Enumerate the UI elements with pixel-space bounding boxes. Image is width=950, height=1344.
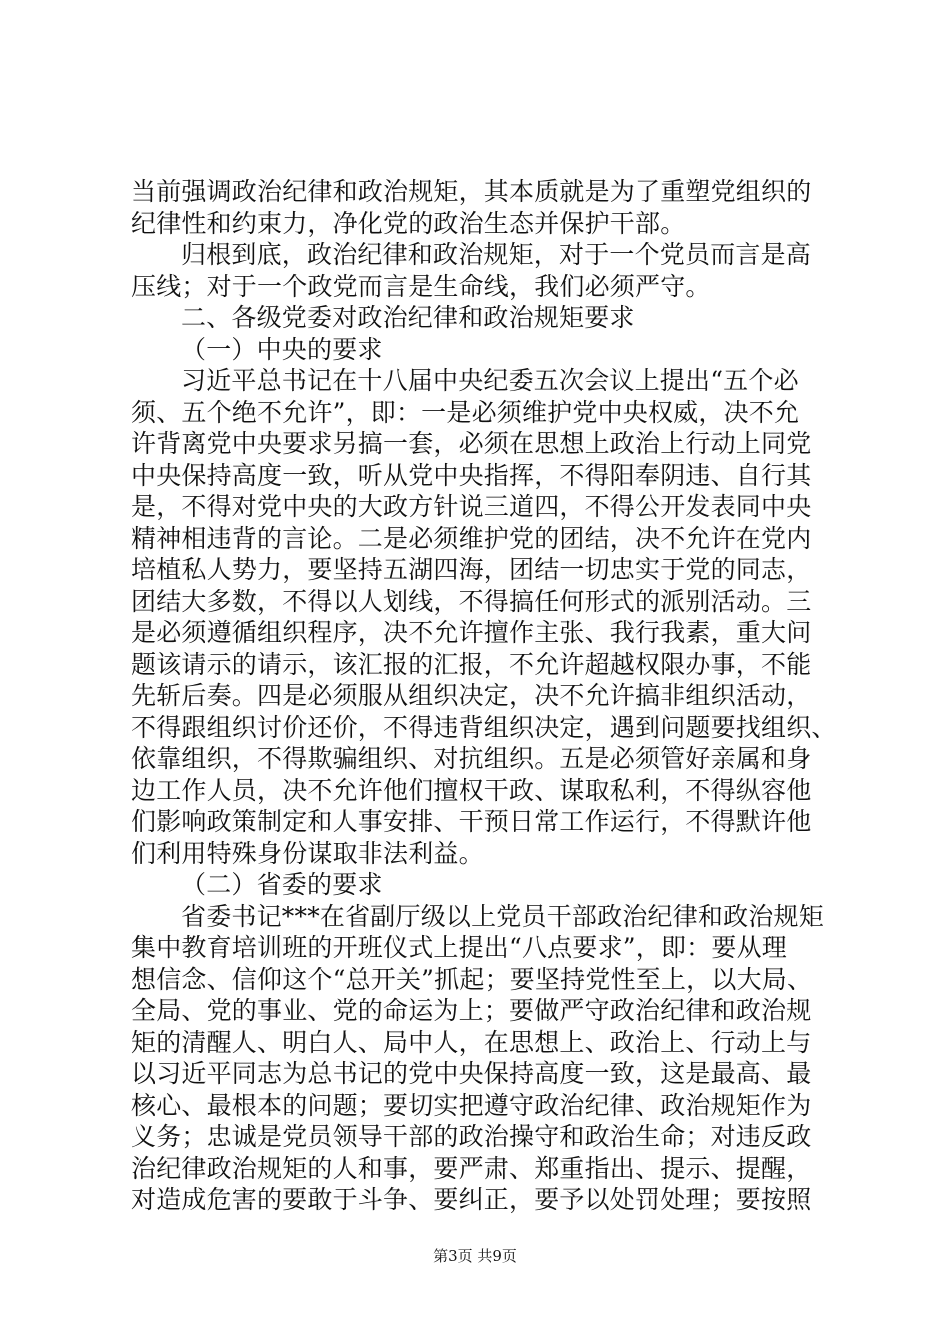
page-footer: 第3页 共9页 [433,1247,517,1265]
text-line: 全局、党的事业、党的命运为上；要做严守政治纪律和政治规 [131,996,812,1025]
text-line: 团结大多数，不得以人划线，不得搞任何形式的派别活动。三 [131,586,812,616]
text-line: 许背离党中央要求另搞一套，必须在思想上政治上行动上同党 [131,429,812,458]
document-body [131,176,837,1216]
text-line: 须、五个绝不允许”，即：一是必须维护党中央权威，决不允 [131,397,800,427]
text-line: 培植私人势力，要坚持五湖四海，团结一切忠实于党的同志， [131,555,812,584]
text-line: 省委书记***在省副厅级以上党员干部政治纪律和政治规矩 [181,901,824,931]
text-line: 想信念、信仰这个“总开关”抓起；要坚持党性至上，以大局、 [131,964,813,994]
text-line: 题该请示的请示，该汇报的汇报，不允许超越权限办事，不能 [131,649,812,679]
text-line: 们影响政策制定和人事安排、干预日常工作运行，不得默许他 [131,807,812,836]
text-line: （一）中央的要求 [181,334,383,364]
text-line: 压线；对于一个政党而言是生命线，我们必须严守。 [131,271,711,301]
text-line: 习近平总书记在十八届中央纪委五次会议上提出“五个必 [181,366,799,395]
text-line: 二、各级党委对政治纪律和政治规矩要求 [181,303,635,332]
text-line: 先斩后奏。四是必须服从组织决定，决不允许搞非组织活动， [131,681,812,710]
text-line: 归根到底，政治纪律和政治规矩，对于一个党员而言是高 [181,240,812,269]
text-line: 核心、最根本的问题；要切实把遵守政治纪律、政治规矩作为 [131,1090,812,1120]
text-line: 边工作人员，决不允许他们擅权干政、谋取私利，不得纵容他 [131,775,812,805]
text-line: 中央保持高度一致，听从党中央指挥，不得阳奉阴违、自行其 [131,460,812,490]
text-line: 不得跟组织讨价还价，不得违背组织决定，遇到问题要找组织、 [131,712,837,742]
text-line: 依靠组织，不得欺骗组织、对抗组织。五是必须管好亲属和身 [131,744,812,773]
text-line: 治纪律政治规矩的人和事，要严肃、郑重指出、提示、提醒， [131,1153,812,1183]
text-line: 集中教育培训班的开班仪式上提出“八点要求”，即：要从理 [131,933,787,962]
text-line: 矩的清醒人、明白人、局中人，在思想上、政治上、行动上与 [131,1027,812,1057]
text-line: 当前强调政治纪律和政治规矩，其本质就是为了重塑党组织的 [131,177,812,206]
text-line: 是，不得对党中央的大政方针说三道四，不得公开发表同中央 [131,492,812,521]
text-line: 对造成危害的要敢于斗争、要纠正，要予以处罚处理；要按照 [131,1185,812,1214]
text-line: 精神相违背的言论。二是必须维护党的团结，决不允许在党内 [131,523,812,553]
text-line: 纪律性和约束力，净化党的政治生态并保护干部。 [131,208,686,238]
text-line: 们利用特殊身份谋取非法利益。 [131,838,484,868]
text-line: 义务；忠诚是党员领导干部的政治操守和政治生命；对违反政 [131,1122,812,1151]
text-line: （二）省委的要求 [181,870,383,899]
text-line: 以习近平同志为总书记的党中央保持高度一致，这是最高、最 [131,1059,812,1088]
text-line: 是必须遵循组织程序，决不允许擅作主张、我行我素，重大问 [131,618,812,647]
